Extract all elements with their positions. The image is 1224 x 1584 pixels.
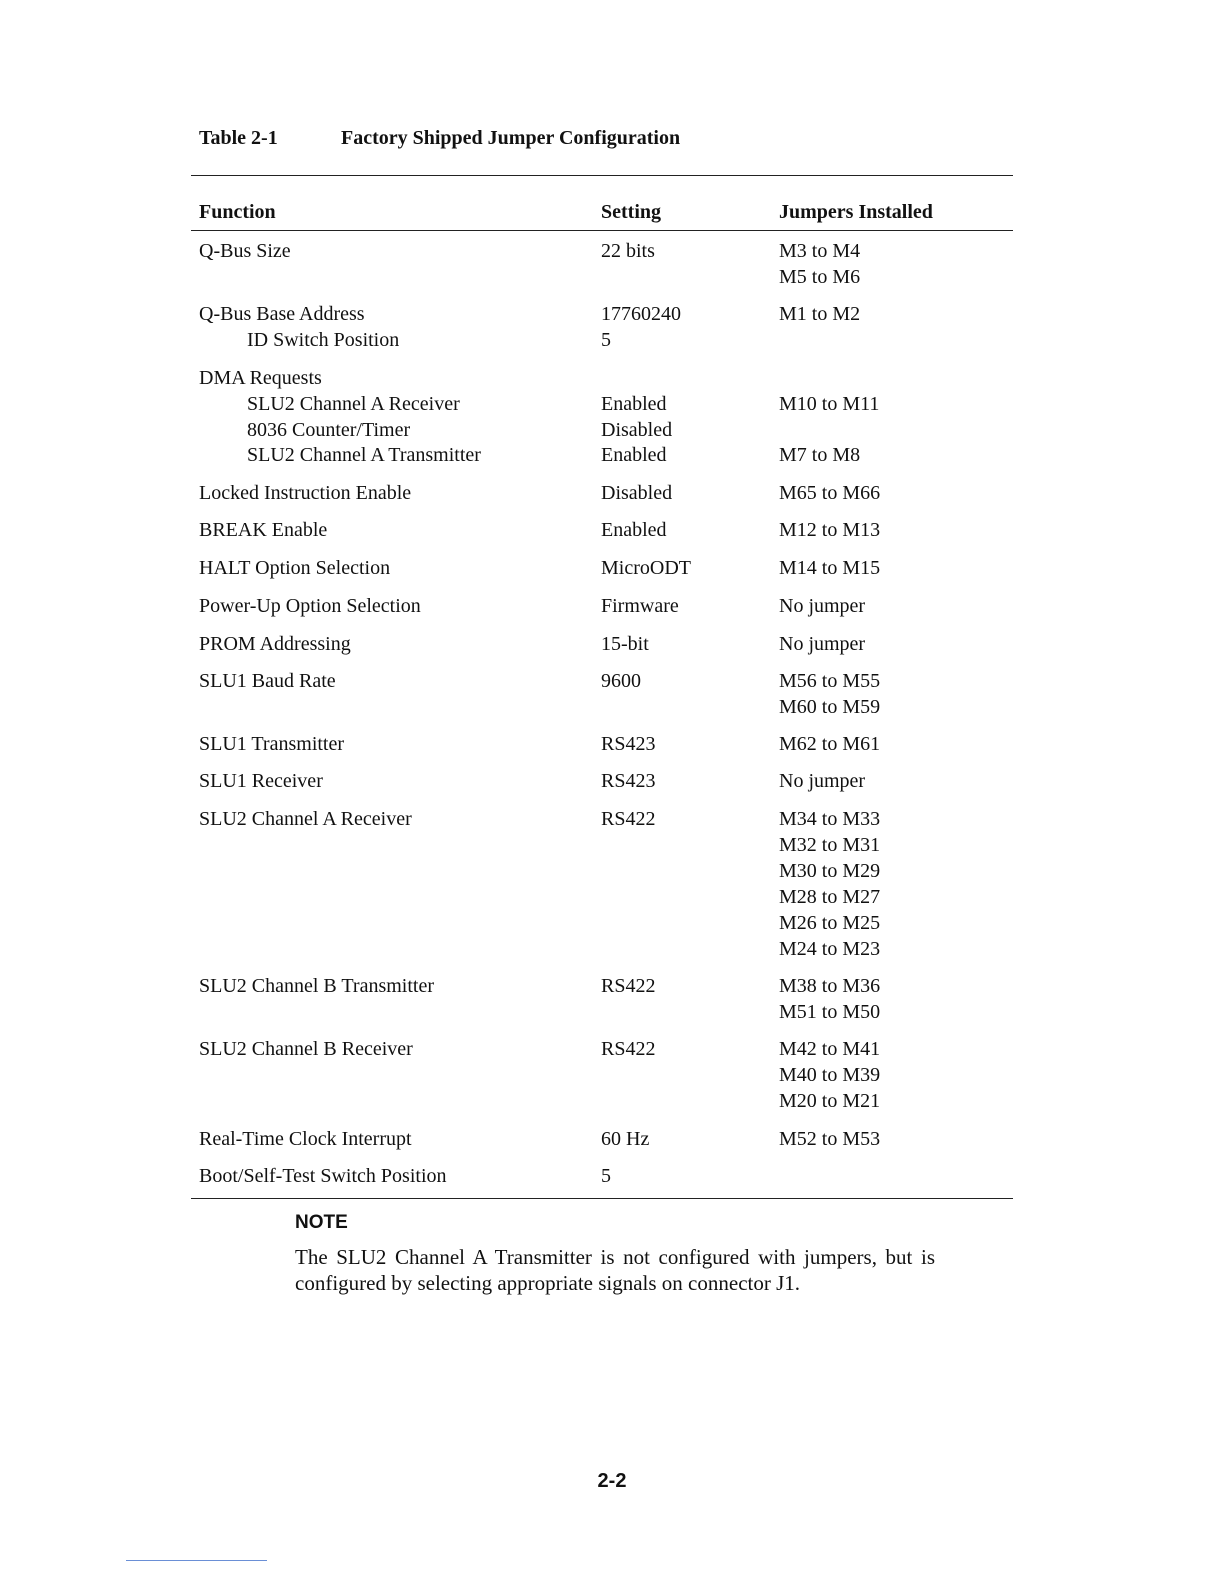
function-cell: SLU2 Channel A Receiver (247, 393, 460, 415)
table-bottom-rule (191, 1198, 1013, 1199)
function-cell: SLU2 Channel A Receiver (199, 808, 412, 830)
jumper-cell: M3 to M4 (779, 240, 861, 262)
function-cell: 8036 Counter/Timer (247, 419, 411, 441)
note-text: The SLU2 Channel A Transmitter is not configured with jumpers, but is configured by selecting appropriate signals on connector J1. (295, 1245, 935, 1295)
function-cell: HALT Option Selection (199, 557, 391, 579)
jumper-cell: M12 to M13 (779, 519, 881, 541)
setting-cell: 60 Hz (601, 1128, 650, 1150)
function-cell: Real-Time Clock Interrupt (199, 1128, 412, 1150)
function-cell: BREAK Enable (199, 519, 328, 541)
function-cell: Power-Up Option Selection (199, 595, 421, 617)
setting-cell: 5 (601, 1165, 611, 1187)
jumper-cell: M20 to M21 (779, 1090, 881, 1112)
jumper-cell: M38 to M36 (779, 975, 881, 997)
jumper-cell: No jumper (779, 770, 866, 792)
jumper-cell: M24 to M23 (779, 938, 881, 960)
header-function: Function (199, 201, 276, 223)
table-title: Factory Shipped Jumper Configuration (341, 127, 681, 149)
jumper-cell: M62 to M61 (779, 733, 881, 755)
function-cell: Boot/Self-Test Switch Position (199, 1165, 447, 1187)
table-caption (199, 127, 681, 150)
setting-cell: Disabled (601, 419, 673, 441)
setting-cell: Firmware (601, 595, 679, 617)
function-cell: SLU2 Channel B Transmitter (199, 975, 435, 997)
jumper-cell: M28 to M27 (779, 886, 881, 908)
jumper-cell: M7 to M8 (779, 444, 861, 466)
function-cell: SLU1 Transmitter (199, 733, 345, 755)
function-cell: DMA Requests (199, 367, 322, 389)
jumper-cell: M34 to M33 (779, 808, 881, 830)
jumper-cell: No jumper (779, 595, 866, 617)
jumper-cell: M10 to M11 (779, 393, 880, 415)
jumper-cell: M14 to M15 (779, 557, 881, 579)
jumper-cell: M51 to M50 (779, 1001, 881, 1023)
header-setting: Setting (601, 201, 661, 223)
table-top-rule (191, 175, 1013, 176)
scan-edge-line (126, 1560, 267, 1561)
setting-cell: RS422 (601, 1038, 656, 1060)
function-cell: Locked Instruction Enable (199, 482, 412, 504)
function-cell: SLU1 Receiver (199, 770, 323, 792)
function-cell: ID Switch Position (247, 329, 400, 351)
setting-cell: RS422 (601, 975, 656, 997)
note-label: NOTE (295, 1212, 348, 1233)
jumper-cell: M52 to M53 (779, 1128, 881, 1150)
jumper-cell: M30 to M29 (779, 860, 881, 882)
function-cell: Q-Bus Size (199, 240, 291, 262)
jumper-cell: M60 to M59 (779, 696, 881, 718)
jumper-cell: M1 to M2 (779, 303, 861, 325)
setting-cell: 9600 (601, 670, 641, 692)
jumper-cell: M5 to M6 (779, 266, 861, 288)
setting-cell: Disabled (601, 482, 673, 504)
function-cell: Q-Bus Base Address (199, 303, 365, 325)
setting-cell: RS423 (601, 770, 656, 792)
setting-cell: 15-bit (601, 633, 649, 655)
function-cell: PROM Addressing (199, 633, 351, 655)
setting-cell: MicroODT (601, 557, 691, 579)
setting-cell: RS423 (601, 733, 656, 755)
page-number: 2-2 (597, 1470, 627, 1492)
table-header-rule (191, 230, 1013, 231)
setting-cell: RS422 (601, 808, 656, 830)
setting-cell: 5 (601, 329, 611, 351)
function-cell: SLU2 Channel B Receiver (199, 1038, 413, 1060)
setting-cell: 17760240 (601, 303, 681, 325)
setting-cell: Enabled (601, 444, 667, 466)
header-jumpers: Jumpers Installed (779, 201, 933, 223)
jumper-cell: M26 to M25 (779, 912, 881, 934)
function-cell: SLU1 Baud Rate (199, 670, 336, 692)
function-cell: SLU2 Channel A Transmitter (247, 444, 481, 466)
jumper-cell: M32 to M31 (779, 834, 881, 856)
setting-cell: Enabled (601, 393, 667, 415)
jumper-cell: M42 to M41 (779, 1038, 881, 1060)
table-number: Table 2-1 (199, 127, 278, 149)
setting-cell: 22 bits (601, 240, 655, 262)
jumper-cell: M56 to M55 (779, 670, 881, 692)
setting-cell: Enabled (601, 519, 667, 541)
jumper-cell: No jumper (779, 633, 866, 655)
jumper-cell: M40 to M39 (779, 1064, 881, 1086)
jumper-cell: M65 to M66 (779, 482, 881, 504)
